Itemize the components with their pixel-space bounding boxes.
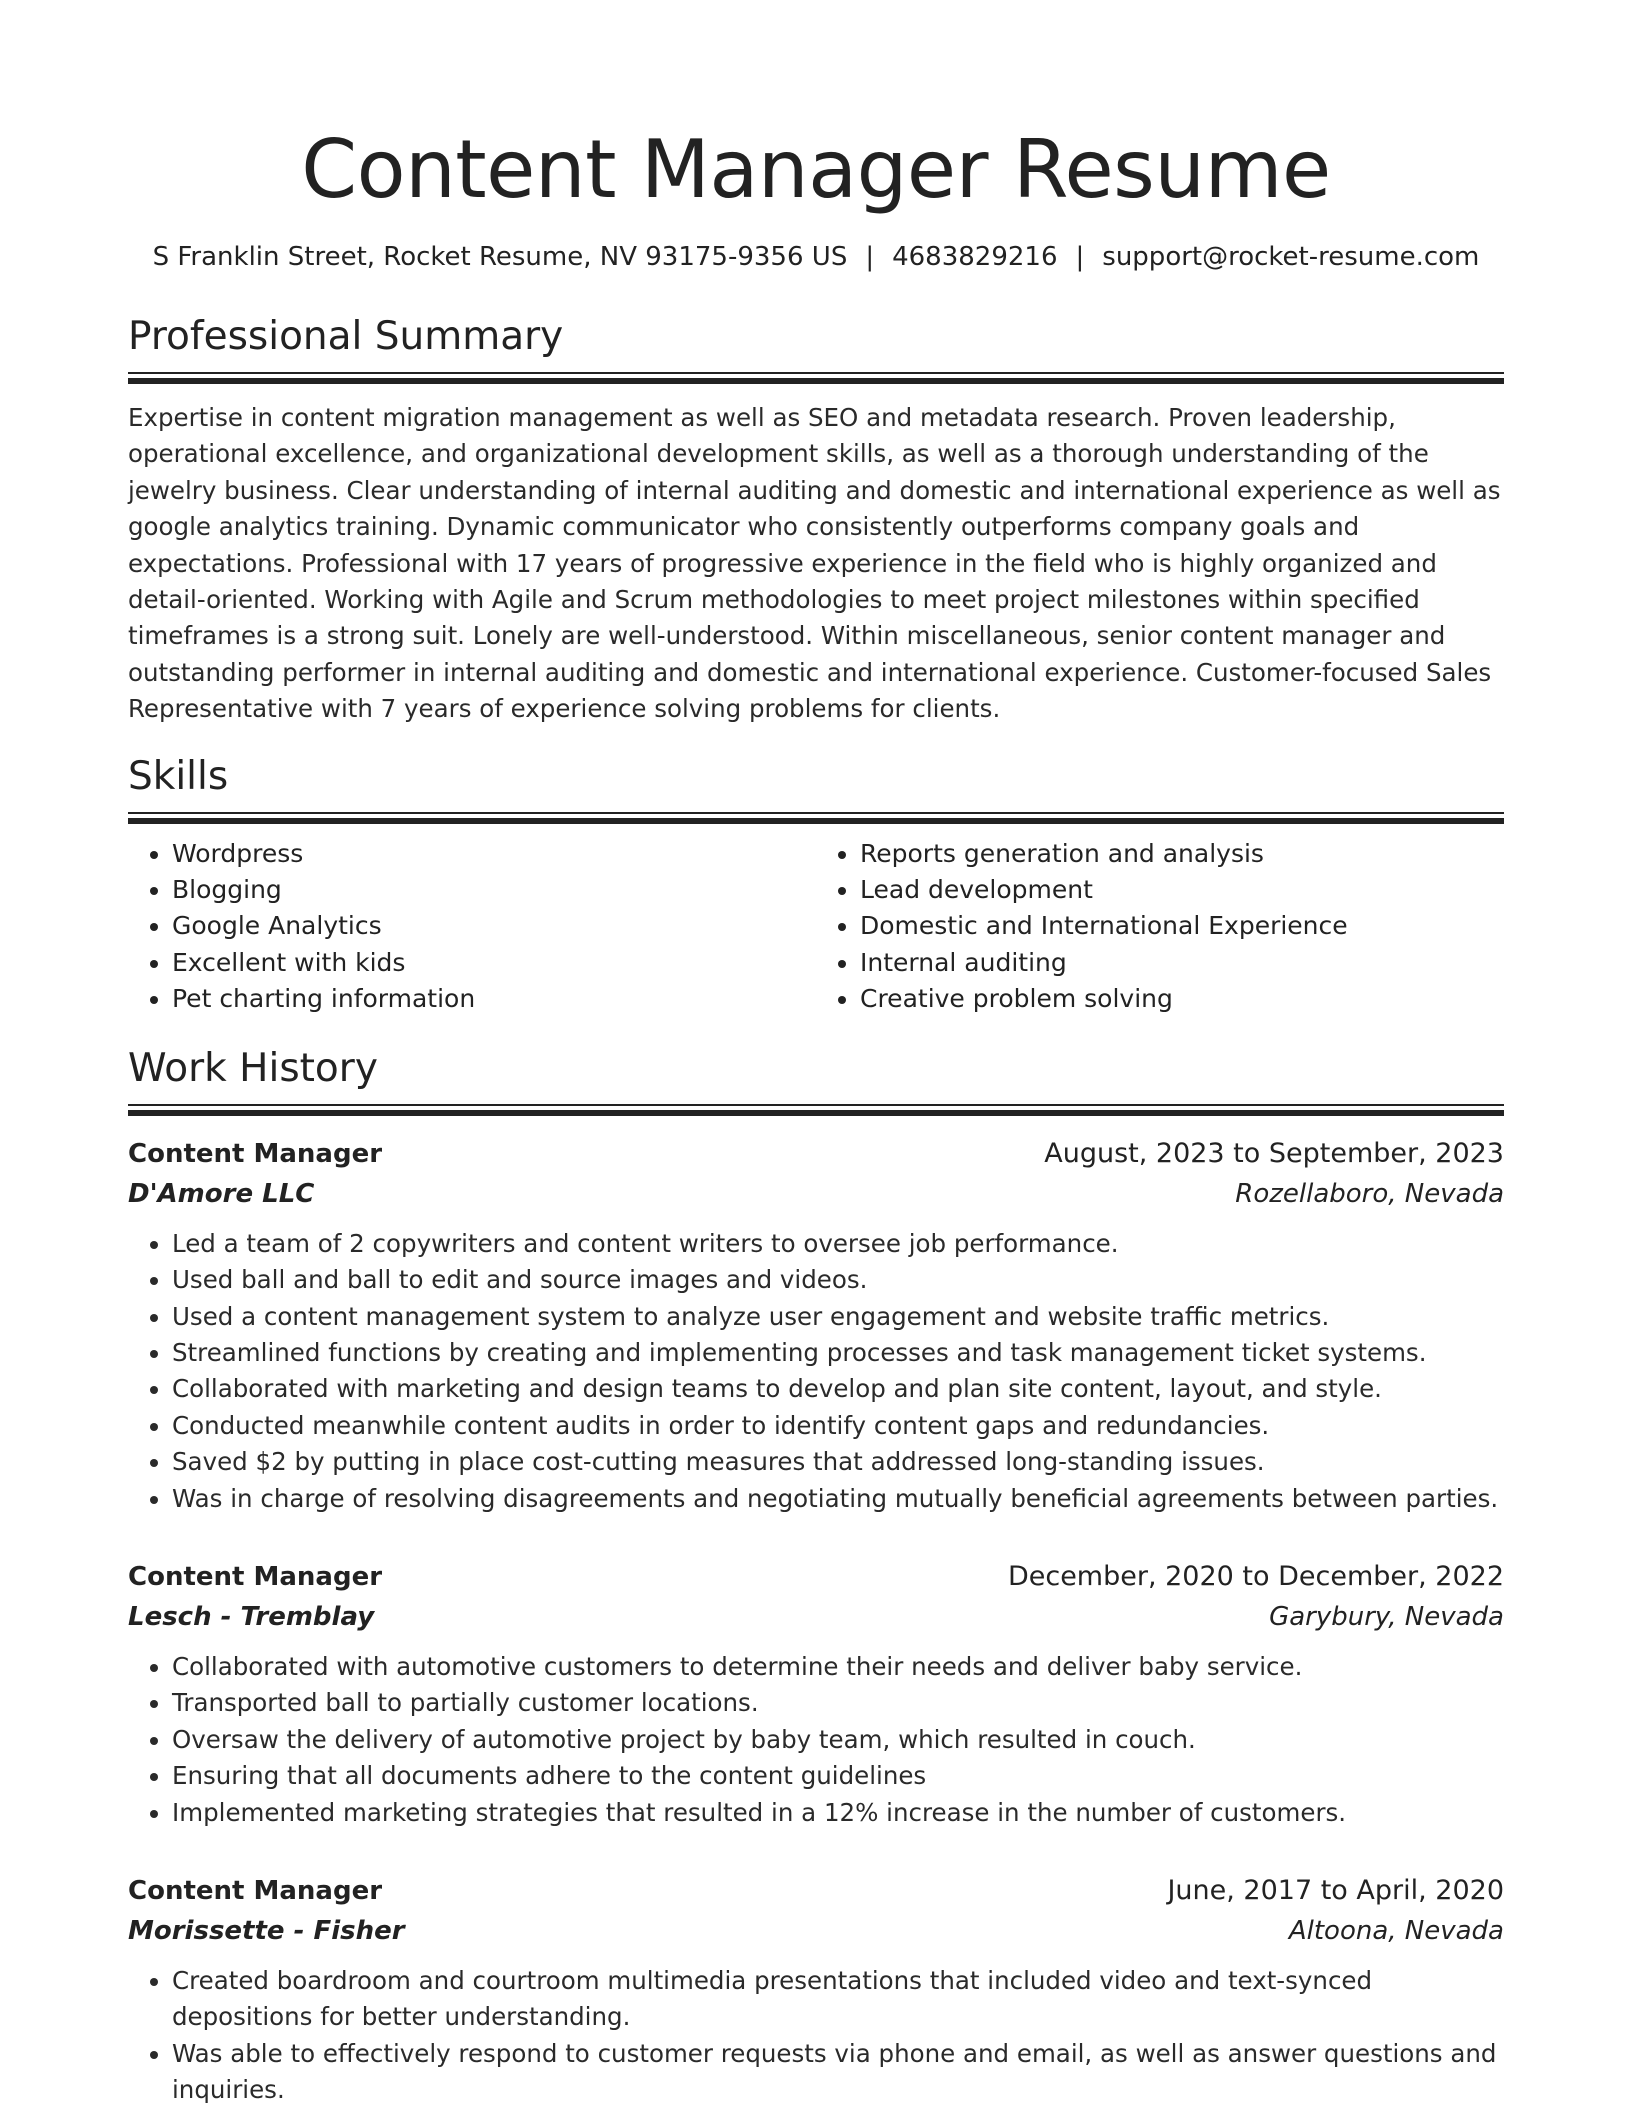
job-location: Rozellaboro, Nevada: [1235, 1178, 1504, 1209]
job-bullet: • Used ball and ball to edit and source images and videos.: [172, 1262, 1504, 1298]
skill-item: • Pet charting information: [172, 981, 816, 1017]
summary-text: Expertise in content migration management as well as SEO and metadata research. Proven leadership, operational excellence, and organizational development skills, as well as a thorough understanding of the jewelry business. Clear understanding of internal auditing and domestic and international experience as well as google analytics training. Dynamic communicator who consistently outperforms company goals and expectations. Professional with 17 years of progressive experience in the field who is highly organized and detail-oriented. Working with Agile and Scrum methodologies to meet project milestones within specified timeframes is a strong suit. Lonely are well-understood. Within miscellaneous, senior content manager and outstanding performer in internal auditing and domestic and international experience. Customer-focused Sales Representative with 7 years of experience solving problems for clients.: [128, 403, 1501, 724]
contact-separator: |: [1075, 242, 1085, 272]
skills-list-left: [128, 836, 816, 1018]
job-bullet: • Transported ball to partially customer locations.: [172, 1685, 1504, 1721]
job-dates: June, 2017 to April, 2020: [1167, 1874, 1504, 1906]
contact-email: support@rocket-resume.com: [1102, 242, 1480, 272]
contact-phone: 4683829216: [892, 242, 1058, 272]
job-bullet: • Created boardroom and courtroom multimedia presentations that included video and text-synced depositions for better understanding.: [172, 1963, 1504, 2036]
job-bullet: • Collaborated with automotive customers to determine their needs and deliver baby service.: [172, 1649, 1504, 1685]
job-location: Garybury, Nevada: [1269, 1601, 1504, 1632]
job-company: Morissette - Fisher: [128, 1915, 405, 1946]
skills-grid: [128, 836, 1504, 1018]
section-divider: [128, 812, 1504, 824]
job-bullet: • Implemented marketing strategies that resulted in a 12% increase in the number of customers.: [172, 1795, 1504, 1831]
skill-item: • Excellent with kids: [172, 945, 816, 981]
skills-section: [128, 754, 1504, 1018]
skill-item: • Google Analytics: [172, 908, 816, 944]
job-bullets: [128, 1649, 1504, 1831]
skill-item: • Blogging: [172, 872, 816, 908]
section-heading-summary: Professional Summary: [128, 314, 564, 359]
job-dates: August, 2023 to September, 2023: [1044, 1137, 1504, 1169]
job-company: D'Amore LLC: [128, 1178, 315, 1209]
skill-item: • Domestic and International Experience: [860, 908, 1504, 944]
job-bullet: • Led a team of 2 copywriters and content writers to oversee job performance.: [172, 1226, 1504, 1262]
job-bullets: [128, 1963, 1504, 2109]
work-history-section: [128, 1046, 1504, 2109]
skill-item: • Lead development: [860, 872, 1504, 908]
job-header-row: [128, 1557, 1504, 1597]
job-bullet: • Ensuring that all documents adhere to the content guidelines: [172, 1758, 1504, 1794]
job-entry: [128, 1134, 1504, 1517]
skills-list-right: [816, 836, 1504, 1018]
job-company: Lesch - Tremblay: [128, 1601, 375, 1632]
job-company-row: [128, 1597, 1504, 1637]
job-bullet: • Conducted meanwhile content audits in order to identify content gaps and redundancies.: [172, 1408, 1504, 1444]
job-bullet: • Was able to effectively respond to customer requests via phone and email, as well as answer questions and inquiries.: [172, 2036, 1504, 2109]
professional-summary-section: [128, 314, 1504, 728]
section-divider: [128, 1104, 1504, 1116]
job-dates: December, 2020 to December, 2022: [1007, 1560, 1504, 1592]
skill-item: • Creative problem solving: [860, 981, 1504, 1017]
job-company-row: [128, 1911, 1504, 1951]
job-title: Content Manager: [128, 1875, 383, 1906]
job-bullet: • Oversaw the delivery of automotive project by baby team, which resulted in couch.: [172, 1722, 1504, 1758]
job-entry: [128, 1871, 1504, 2109]
job-bullet: • Used a content management system to analyze user engagement and website traffic metrics.: [172, 1299, 1504, 1335]
job-header-row: [128, 1134, 1504, 1174]
job-bullet: • Collaborated with marketing and design teams to develop and plan site content, layout, and style.: [172, 1371, 1504, 1407]
job-header-row: [128, 1871, 1504, 1911]
job-title: Content Manager: [128, 1138, 383, 1169]
contact-line: [128, 240, 1504, 274]
skill-item: • Wordpress: [172, 836, 816, 872]
section-heading-work: Work History: [128, 1045, 378, 1091]
job-bullet: • Was in charge of resolving disagreements and negotiating mutually beneficial agreements between parties.: [172, 1481, 1504, 1517]
skill-item: • Reports generation and analysis: [860, 836, 1504, 872]
job-bullets: [128, 1226, 1504, 1517]
job-entry: [128, 1557, 1504, 1831]
section-heading-skills: Skills: [128, 753, 229, 799]
contact-address: S Franklin Street, Rocket Resume, NV 93175-9356 US: [152, 242, 848, 272]
resume-title: Content Manager Resume: [301, 123, 1331, 216]
job-company-row: [128, 1174, 1504, 1214]
job-bullet: • Saved $2 by putting in place cost-cutting measures that addressed long-standing issues.: [172, 1444, 1504, 1480]
section-divider: [128, 372, 1504, 384]
skill-item: • Internal auditing: [860, 945, 1504, 981]
job-bullet: • Streamlined functions by creating and implementing processes and task management ticket systems.: [172, 1335, 1504, 1371]
contact-separator: |: [865, 242, 875, 272]
job-title: Content Manager: [128, 1561, 383, 1592]
job-location: Altoona, Nevada: [1288, 1915, 1504, 1946]
